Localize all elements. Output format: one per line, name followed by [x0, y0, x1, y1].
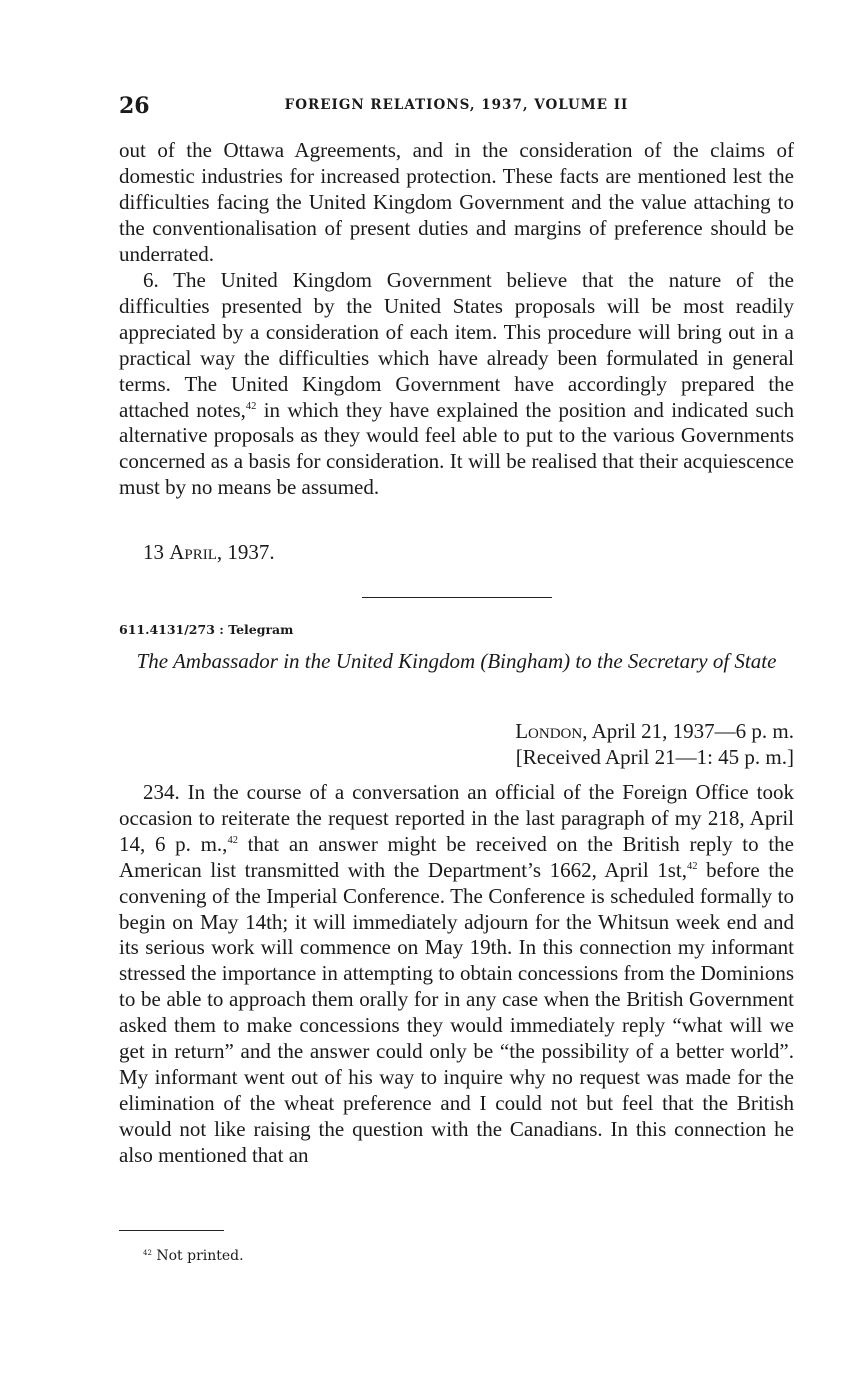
place-name: London — [515, 719, 583, 743]
page-number: 26 — [119, 93, 150, 119]
section-divider — [362, 597, 552, 598]
date-month: April — [169, 540, 217, 564]
telegram-text-a: 234. In the course of a conversation an official of the Foreign Office took occasion to reiterate the request reported in the last paragraph of my 218, April 14, 6 p. m., — [119, 780, 794, 856]
running-head-title: FOREIGN RELATIONS, 1937, VOLUME II — [284, 97, 629, 113]
memorandum-date — [143, 540, 275, 565]
footnote-text: Not printed. — [151, 1248, 244, 1264]
date-year: , 1937. — [216, 540, 275, 564]
footnote — [143, 1248, 244, 1264]
running-head — [119, 93, 794, 121]
paragraph-6-text-a: 6. The United Kingdom Government believe that the nature of the difficulties presented by the United States proposals will be most readily appreciated by a consideration of each item. This procedure will bring out in a practical way the difficulties which have already been formulated in general terms. The United Kingdom Government have accordingly prepared the attached notes, — [119, 268, 794, 422]
footnote-ref: 42 — [245, 400, 257, 412]
date-day: 13 — [143, 540, 170, 564]
footnote-number: 42 — [143, 1248, 152, 1257]
footnote-ref: 42 — [227, 834, 238, 846]
footnote-ref: 42 — [687, 860, 698, 872]
continuation-paragraph: out of the Ottawa Agreements, and in the consideration of the claims of domestic industries for increased protection. These facts are mentioned lest the difficulties facing the United Kingdom Government and the value attaching to the conventionalisation of present duties and margins of preference should be underrated. — [119, 138, 794, 266]
received-line: [Received April 21—1: 45 p. m.] — [515, 745, 794, 769]
telegram-text-c: before the convening of the Imperial Conference. The Conference is scheduled formally to begin on May 14th; it will immediately adjourn for the Whitsun week end and its serious work will commence on May 19th. In this connection my informant stressed the importance in attempting to obtain concessions from the Dominions to be able to approach them orally for in any case when the British Government asked them to make concessions they would immediately reply “what will we get in return” and the answer could only be “the possibility of a better world”. My informant went out of his way to inquire why no request was made for the elimination of the wheat preference and I could not but feel that the British would not like raising the question with the Canadians. In this connection he also mentioned that an — [119, 857, 794, 1167]
file-reference: 611.4131/273 : Telegram — [119, 622, 294, 637]
sent-time: , April 21, 1937—6 p. m. — [582, 719, 794, 743]
document-heading: The Ambassador in the United Kingdom (Bingham) to the Secretary of State — [136, 649, 777, 673]
telegram-body — [119, 780, 794, 1169]
footnote-rule — [119, 1230, 224, 1231]
sent-line — [515, 718, 794, 744]
paragraph-6-text-b: in which they have explained the position and indicated such alternative proposals as they would feel able to put to the various Governments concerned as a basis for consideration. It will be realised that their acquiescence must by no means be assumed. — [119, 397, 794, 500]
telegram-text-b: that an answer might be received on the British reply to the American list transmitted with the Department’s 1662, April 1st, — [119, 831, 794, 882]
place-and-date — [515, 718, 794, 770]
paragraph-6 — [119, 268, 794, 501]
